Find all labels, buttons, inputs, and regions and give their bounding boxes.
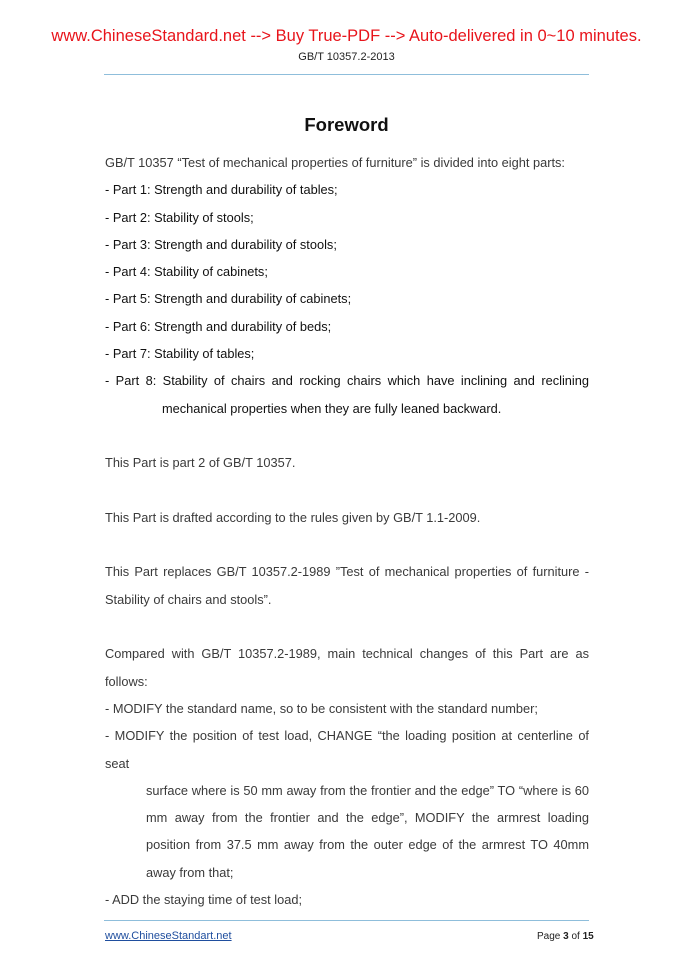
compared-line2: follows:	[105, 673, 148, 689]
foreword-body	[105, 149, 589, 913]
part-item: - Part 7: Stability of tables;	[105, 346, 255, 362]
page-title: Foreword	[304, 114, 389, 135]
part-item: - Part 6: Strength and durability of beds;	[105, 318, 332, 334]
change-item-staying-time: - ADD the staying time of test load;	[105, 892, 303, 908]
part-8-line2: mechanical properties when they are fully leaned backward.	[162, 400, 502, 416]
page-total: 15	[582, 931, 594, 942]
document-id: GB/T 10357.2-2013	[298, 51, 395, 63]
page-label: Page	[537, 931, 561, 942]
purchase-banner[interactable]: www.ChineseStandard.net --> Buy True-PDF --> Auto-delivered in 0~10 minutes.	[51, 27, 642, 45]
replaces-line2: Stability of chairs and stools”.	[105, 591, 272, 607]
drafting-rules-paragraph: This Part is drafted according to the rules given by GB/T 1.1-2009.	[105, 509, 481, 525]
page-current: 3	[563, 931, 569, 942]
part-item: - Part 3: Strength and durability of stools;	[105, 236, 337, 252]
replaces-line1: This Part replaces GB/T 10357.2-1989 ”Test of mechanical properties of furniture -	[105, 564, 589, 580]
part-item: - Part 2: Stability of stools;	[105, 209, 254, 225]
change-item-load-line5: away from that;	[146, 864, 234, 880]
page-of: of	[571, 931, 580, 942]
intro-paragraph: GB/T 10357 “Test of mechanical properties of furniture” is divided into eight parts:	[105, 155, 565, 170]
footer-website-link[interactable]: www.ChineseStandart.net	[105, 930, 232, 942]
part-number-paragraph: This Part is part 2 of GB/T 10357.	[105, 455, 296, 471]
change-item-load-line2: surface where is 50 mm away from the frontier and the edge” TO “where is 60	[146, 782, 589, 798]
change-item-name: - MODIFY the standard name, so to be consistent with the standard number;	[105, 700, 538, 716]
header-divider	[104, 74, 589, 75]
part-8-line1: - Part 8: Stability of chairs and rocking chairs which have inclining and reclining	[105, 373, 589, 389]
compared-line1: Compared with GB/T 10357.2-1989, main technical changes of this Part are as	[105, 646, 589, 662]
page-number	[537, 931, 594, 942]
part-item: - Part 4: Stability of cabinets;	[105, 264, 268, 280]
part-item: - Part 1: Strength and durability of tables;	[105, 182, 338, 198]
part-item: - Part 5: Strength and durability of cabinets;	[105, 291, 352, 307]
change-item-load-line4: position from 37.5 mm away from the outer edge of the armrest TO 40mm	[146, 837, 589, 853]
change-item-load-line1: - MODIFY the position of test load, CHANGE “the loading position at centerline of seat	[105, 728, 589, 771]
change-item-load-line3: mm away from the frontier and the edge”, MODIFY the armrest loading	[146, 810, 589, 826]
footer-divider	[104, 920, 589, 921]
